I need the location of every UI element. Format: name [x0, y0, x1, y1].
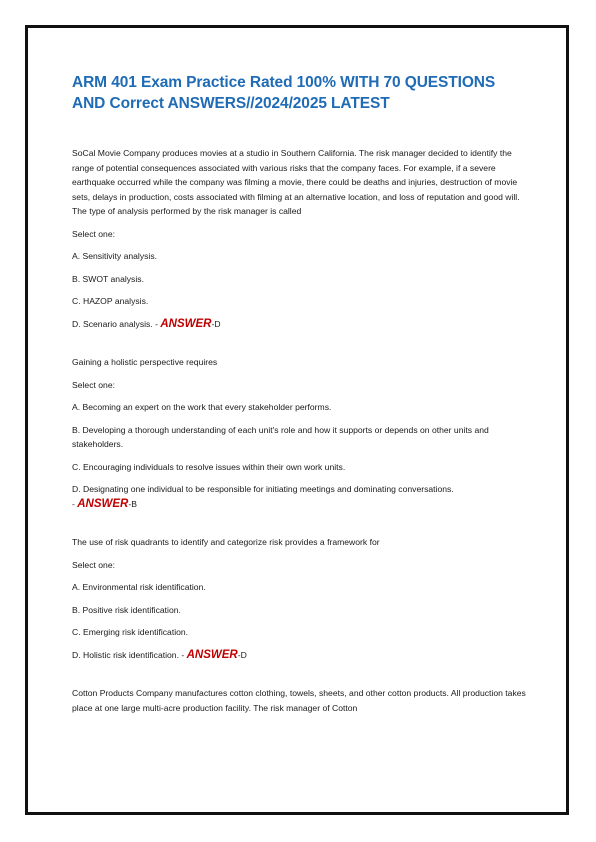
question-2	[72, 355, 528, 511]
option-d: D. Holistic risk identification.	[72, 649, 179, 660]
select-one-label: Select one:	[72, 379, 115, 390]
question-text: The use of risk quadrants to identify and categorize risk provides a framework for	[72, 537, 380, 547]
option-b: B. Developing a thorough understanding of each unit's role and how it supports or depends on other units and stakeholders.	[72, 424, 489, 449]
document-content	[72, 72, 528, 739]
answer-value: -D	[237, 649, 247, 660]
question-text: Gaining a holistic perspective requires	[72, 357, 218, 367]
question-3	[72, 535, 528, 662]
question-text: Cotton Products Company manufactures cotton clothing, towels, sheets, and other cotton products. All production takes place at one large multi-acre production facility. The risk manager of Cotton	[72, 688, 526, 713]
document-title: ARM 401 Exam Practice Rated 100% WITH 70 QUESTIONS AND Correct ANSWERS//2024/2025 LATEST	[72, 74, 496, 112]
answer-value: -B	[128, 498, 137, 509]
answer-prefix: -	[178, 649, 187, 660]
option-c: C. Encouraging individuals to resolve issues within their own work units.	[72, 461, 346, 472]
option-b: B. Positive risk identification.	[72, 604, 181, 615]
option-d-with-answer	[72, 482, 528, 511]
answer-label: ANSWER	[77, 497, 129, 510]
answer-label: ANSWER	[186, 648, 238, 661]
answer-prefix: -	[72, 498, 78, 509]
option-d-with-answer	[72, 317, 528, 332]
option-a: A. Sensitivity analysis.	[72, 251, 158, 261]
option-a: A. Becoming an expert on the work that every stakeholder performs.	[72, 402, 332, 412]
option-d-with-answer	[72, 648, 528, 663]
question-1	[72, 146, 528, 331]
option-a: A. Environmental risk identification.	[72, 582, 206, 592]
question-text: SoCal Movie Company produces movies at a studio in Southern California. The risk manager decided to identify the range of potential consequences associated with various risks that the company faces. For example, if a severe earthquake occurred while the company was filming a movie, there could be deaths and injuries, destruction of movie sets, delays in production, costs associated with filming at an alternative location, and loss of reputation and good will. The type of analysis performed by the risk manager is called	[72, 148, 520, 216]
answer-prefix: -	[152, 318, 161, 329]
select-one-label: Select one:	[72, 228, 115, 239]
answer-value: -D	[211, 318, 221, 329]
option-b: B. SWOT analysis.	[72, 273, 144, 284]
option-c: C. HAZOP analysis.	[72, 296, 149, 306]
option-d: D. Designating one individual to be responsible for initiating meetings and dominating conversations.	[72, 484, 454, 494]
answer-label: ANSWER	[160, 317, 212, 330]
question-4	[72, 686, 528, 715]
option-d: D. Scenario analysis.	[72, 318, 153, 329]
select-one-label: Select one:	[72, 559, 115, 570]
option-c: C. Emerging risk identification.	[72, 627, 189, 637]
